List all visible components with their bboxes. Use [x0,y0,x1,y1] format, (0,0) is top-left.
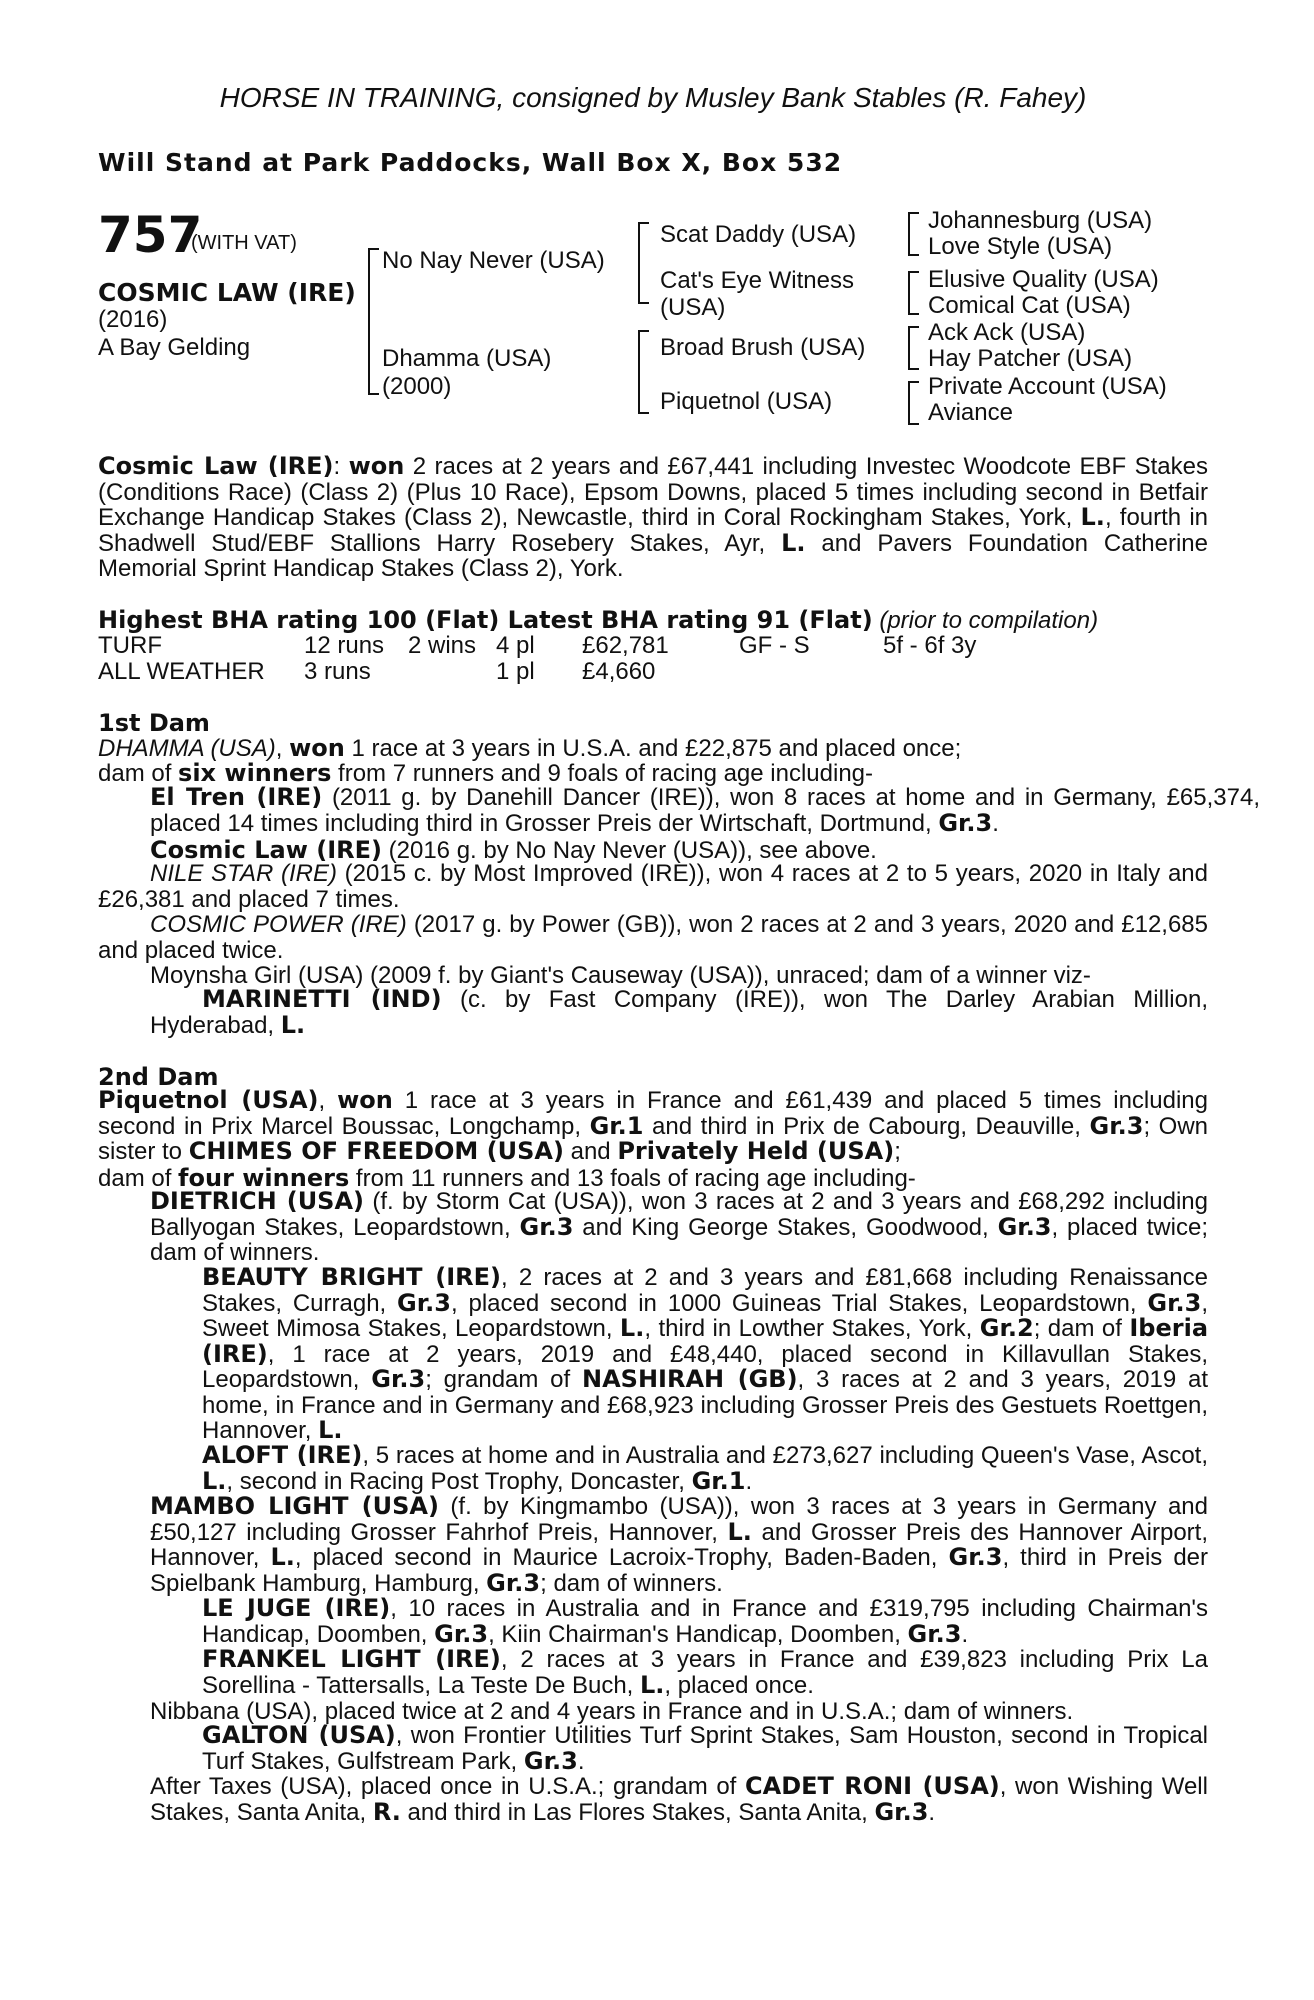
first-dam-line: DHAMMA (USA), won 1 race at 3 years in U.S.A. and £22,875 and placed once; [98,734,962,762]
produce-frankel-light: FRANKEL LIGHT (IRE), 2 races at 3 years in France and £39,823 including Prix La Sorellina - Tattersalls, La Teste De Buch, L., placed once. [202,1645,1208,1699]
produce-galton: GALTON (USA), won Frontier Utilities Turf Sprint Stakes, Sam Houston, second in Tropical Turf Stakes, Gulfstream Park, Gr.3. [202,1721,1208,1775]
lot-number: 757 [98,206,203,264]
pedigree-brace [908,326,919,370]
pedigree-brace [638,222,649,304]
summary-won: won [348,452,405,480]
produce-marinetti: MARINETTI (IND) (c. by Fast Company (IRE)), won The Darley Arabian Million, Hyderabad, L. [150,985,1208,1039]
pedigree-dam-year: (2000) [382,373,452,400]
pedigree-ggs2: Love Style (USA) [928,233,1113,260]
pedigree-dam-dam: Piquetnol (USA) [660,388,833,415]
produce-beauty-bright: BEAUTY BRIGHT (IRE), 2 races at 2 and 3 years and £81,668 including Renaissance Stakes, Curragh, Gr.3, placed second in 1000 Guineas Trial Stakes, Leopardstown, Gr.3, Sweet Mimosa Stakes, Leopardstown, L., third in Lowther Stakes, York, Gr.2; dam of Iberia (IRE), 1 race at 2 years, 2019 and £48,440, placed second in Killavullan Stakes, Leopardstown, Gr.3; grandam of NASHIRAH (GB), 3 races at 2 and 3 years, 2019 at home, in France and in Germany and £68,923 including Grosser Preis des Gestuets Roettgen, Hannover, L. [202,1263,1209,1444]
first-dam-heading: 1st Dam [98,709,210,737]
produce-cosmic-power: COSMIC POWER (IRE) (2017 g. by Power (GB)), won 2 races at 2 and 3 years, 2020 and £12,685 and placed twice. [98,911,1209,964]
second-dam-piquetnol: Piquetnol (USA), won 1 race at 3 years in France and £61,439 and placed 5 times including second in Prix Marcel Boussac, Longchamp, Gr.1 and third in Prix de Cabourg, Deauville, Gr.3; Own sister to CHIMES OF FREEDOM (USA) and Privately Held (USA); [98,1086,1209,1165]
pedigree-ggs1: Johannesburg (USA) [928,207,1153,234]
pedigree-ggd1: Ack Ack (USA) [928,319,1086,346]
second-dam-heading: 2nd Dam [98,1063,219,1091]
produce-nile-star: NILE STAR (IRE) (2015 c. by Most Improved (IRE)), won 4 races at 2 to 5 years, 2020 in Italy and £26,381 and placed 7 times. [98,860,1208,913]
pedigree-sire-dam-suffix: (USA) [660,294,726,321]
horse-description: A Bay Gelding [98,334,251,361]
second-dam-produce: dam of four winners from 11 runners and 13 foals of racing age including- [98,1164,916,1192]
pedigree-ggd2: Hay Patcher (USA) [928,345,1133,372]
pedigree-brace [908,381,919,425]
produce-moynsha-girl: Moynsha Girl (USA) (2009 f. by Giant's Causeway (USA)), unraced; dam of a winner viz- [150,962,1091,989]
produce-mambo-light: MAMBO LIGHT (USA) (f. by Kingmambo (USA)), won 3 races at 3 years in Germany and £50,127 including Grosser Fahrhof Preis, Hannover, L. and Grosser Preis des Hannover Airport, Hannover, L., placed second in Maurice Lacroix-Trophy, Baden-Baden, Gr.3, third in Preis der Spielbank Hamburg, Hamburg, Gr.3; dam of winners. [150,1492,1209,1597]
page-title: HORSE IN TRAINING, consigned by Musley Bank Stables (R. Fahey) [219,82,1087,113]
pedigree-brace [638,330,649,414]
pedigree-dam-sire: Broad Brush (USA) [660,334,866,361]
pedigree-brace [368,248,379,395]
pedigree-dam: Dhamma (USA) [382,345,552,372]
produce-dietrich: DIETRICH (USA) (f. by Storm Cat (USA)), won 3 races at 2 and 3 years and £68,292 including Ballyogan Stakes, Leopardstown, Gr.3 and King George Stakes, Goodwood, Gr.3, placed twice; dam of winners. [150,1187,1208,1266]
pedigree-brace [908,212,919,256]
pedigree-sire: No Nay Never (USA) [382,247,605,274]
produce-el-tren: El Tren (IRE) (2011 g. by Danehill Dancer (IRE)), won 8 races at home and in Germany, £65,374, placed 14 times including third in Grosser Preis der Wirtschaft, Dortmund, Gr.3. [150,783,1261,837]
bha-ratings: Highest BHA rating 100 (Flat) Latest BHA rating 91 (Flat) (prior to compilation) [98,606,1099,634]
first-dam-produce: dam of six winners from 7 runners and 9 foals of racing age including- [98,759,874,787]
produce-after-taxes: After Taxes (USA), placed once in U.S.A.; grandam of CADET RONI (USA), won Wishing Well Stakes, Santa Anita, R. and third in Las Flores Stakes, Santa Anita, Gr.3. [150,1772,1208,1826]
pedigree-ggd3: Private Account (USA) [928,373,1167,400]
vat-note: (WITH VAT) [191,232,297,254]
produce-le-juge: LE JUGE (IRE), 10 races in Australia and in France and £319,795 including Chairman's Handicap, Doomben, Gr.3, Kiin Chairman's Handicap, Doomben, Gr.3. [202,1594,1209,1648]
pedigree-ggs4: Comical Cat (USA) [928,292,1131,319]
pedigree-ggs3: Elusive Quality (USA) [928,266,1159,293]
horse-name: COSMIC LAW (IRE) [98,278,356,307]
pedigree-brace [908,271,919,315]
produce-nibbana: Nibbana (USA), placed twice at 2 and 4 years in France and in U.S.A.; dam of winners. [150,1698,1074,1725]
summary-horse-name: Cosmic Law (IRE) [98,452,334,480]
pedigree-sire-dam: Cat's Eye Witness [660,267,854,294]
race-summary: Cosmic Law (IRE): won 2 races at 2 years and £67,441 including Investec Woodcote EBF Stakes (Conditions Race) (Class 2) (Plus 10 Race), Epsom Downs, placed 5 times including second in Betfair Exchange Handicap Stakes (Class 2), Newcastle, third in Coral Rockingham Stakes, York, L., fourth in Shadwell Stud/EBF Stallions Harry Rosebery Stakes, Ayr, L. and Pavers Foundation Catherine Memorial Sprint Handicap Stakes (Class 2), York. [98,452,1209,582]
produce-aloft: ALOFT (IRE), 5 races at home and in Australia and £273,627 including Queen's Vase, Ascot, L., second in Racing Post Trophy, Doncaster, Gr.1. [202,1441,1209,1495]
horse-year: (2016) [98,306,168,333]
stand-location: Will Stand at Park Paddocks, Wall Box X, Box 532 [98,148,843,177]
pedigree-sire-sire: Scat Daddy (USA) [660,221,857,248]
pedigree-ggd4: Aviance [928,399,1013,426]
produce-cosmic-law: Cosmic Law (IRE) (2016 g. by No Nay Never (USA)), see above. [150,836,877,864]
